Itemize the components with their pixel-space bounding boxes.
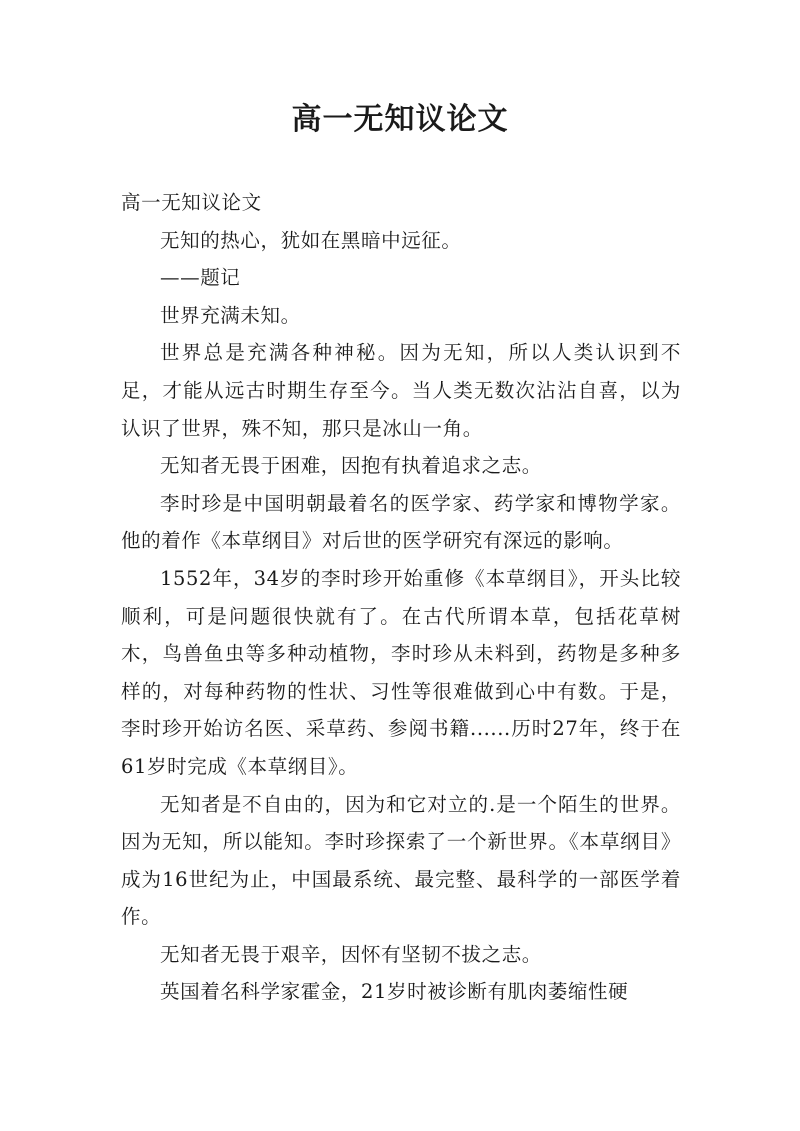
paragraph: 英国着名科学家霍金，21岁时被诊断有肌肉萎缩性硬: [160, 980, 629, 1004]
paragraph-epigraph-attribution: ——题记: [160, 266, 241, 290]
paragraph: 李时珍是中国明朝最着名的医学家、药学家和博物学家。他的着作《本草纲目》对后世的医学研究有深远的影响。: [121, 491, 681, 553]
document-title: 高一无知议论文: [291, 102, 509, 137]
paragraph: 无知者是不自由的，因为和它对立的.是一个陌生的世界。因为无知，所以能知。李时珍探索了一个新世界。《本草纲目》成为16世纪为止，中国最系统、最完整、最科学的一部医学着作。: [121, 792, 681, 929]
paragraph: 无知者无畏于困难，因抱有执着追求之志。: [160, 454, 542, 478]
document-body: [121, 184, 681, 1011]
paragraph: 世界充满未知。: [160, 303, 301, 327]
paragraph: 1552年，34岁的李时珍开始重修《本草纲目》，开头比较顺利，可是问题很快就有了。在古代所谓本草，包括花草树木，鸟兽鱼虫等多种动植物，李时珍从未料到，药物是多种多样的，对每种药物的性状、习性等很难做到心中有数。于是，李时珍开始访名医、采草药、参阅书籍......历时27年，终于在61岁时完成《本草纲目》。: [121, 566, 681, 778]
paragraph: 世界总是充满各种神秘。因为无知，所以人类认识到不足，才能从远古时期生存至今。当人类无数次沾沾自喜，以为认识了世界，殊不知，那只是冰山一角。: [121, 341, 681, 440]
paragraph-heading: 高一无知议论文: [121, 191, 262, 214]
paragraph-epigraph: 无知的热心，犹如在黑暗中远征。: [160, 228, 462, 252]
paragraph: 无知者无畏于艰辛，因怀有坚韧不拔之志。: [160, 942, 542, 966]
